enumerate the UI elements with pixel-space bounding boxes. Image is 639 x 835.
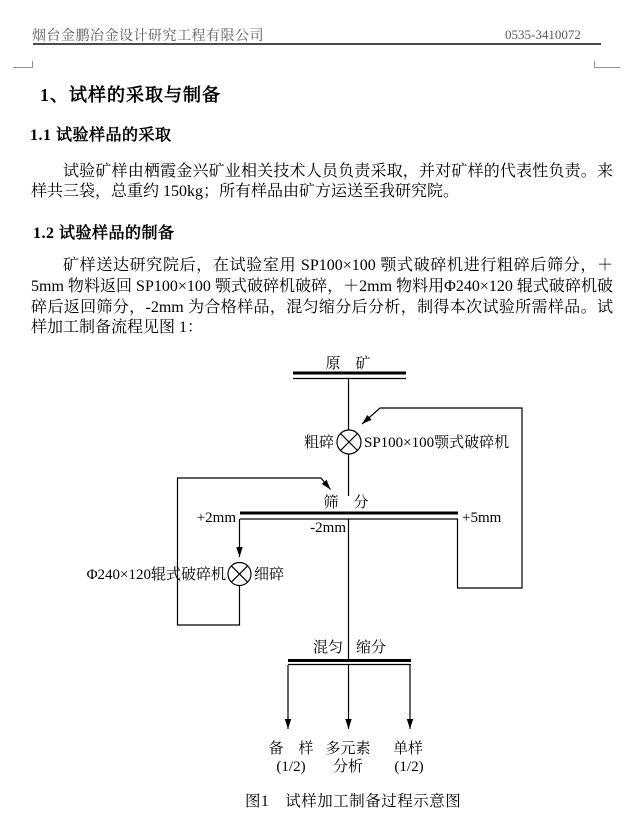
output-single-sample-label: 单样 xyxy=(392,741,424,757)
output-multi-element-label: 多元素 xyxy=(325,741,371,757)
node-mix-label: 混匀 xyxy=(312,640,343,656)
label-minus2mm: -2mm xyxy=(310,520,346,536)
node-coarse-machine-label: SP100×100颚式破碎机 xyxy=(364,435,510,451)
margin-corner-mark-left xyxy=(13,61,33,68)
output-single-fraction-label: (1/2) xyxy=(394,759,424,775)
node-coarse-crush-label: 粗碎 xyxy=(303,435,334,451)
output-reserve-fraction-label: (1/2) xyxy=(276,759,306,775)
header-company-name: 烟台金鹏冶金设计研究工程有限公司 xyxy=(32,29,264,44)
node-fine-crush-label: 细碎 xyxy=(254,567,285,583)
paragraph-preparation: 矿样送达研究院后，在试验室用 SP100×100 颚式破碎机进行粗碎后筛分，＋5mm 物料返回 SP100×100 颚式破碎机破碎，＋2mm 物料用Φ240×120 辊式破碎机破碎后返回筛分，-2mm 为合格样品，混匀缩分后分析，制得本次试验所需样品。试样加工制备流程见图 1： xyxy=(31,257,613,337)
figure-caption: 图1 试样加工制备过程示意图 xyxy=(245,793,462,810)
paragraph-sampling: 试验矿样由栖霞金兴矿业相关技术人员负责采取，并对矿样的代表性负责。来样共三袋，总重约 150kg；所有样品由矿方运送至我研究院。 xyxy=(31,163,613,200)
node-split-label: 缩分 xyxy=(356,640,387,656)
node-raw-ore-label: 原 矿 xyxy=(325,356,371,372)
header-rule xyxy=(33,43,601,45)
node-screening-label: 筛 分 xyxy=(323,495,369,511)
output-analysis-label: 分析 xyxy=(332,759,364,775)
margin-corner-mark-right xyxy=(594,61,620,68)
label-plus5mm: +5mm xyxy=(462,510,502,526)
node-fine-machine-label: Φ240×120辊式破碎机 xyxy=(86,567,226,583)
subsection-title-sampling: 1.1 试验样品的采取 xyxy=(30,127,172,144)
section-title: 1、试样的采取与制备 xyxy=(40,85,221,105)
output-reserve-sample-label: 备 样 xyxy=(268,741,314,757)
header-phone-number: 0535-3410072 xyxy=(505,27,581,42)
flow-line-fine-return-to-screen xyxy=(178,478,331,625)
subsection-title-preparation: 1.2 试验样品的制备 xyxy=(33,225,175,242)
label-plus2mm: +2mm xyxy=(196,510,236,526)
sample-preparation-flow-diagram xyxy=(0,350,639,790)
